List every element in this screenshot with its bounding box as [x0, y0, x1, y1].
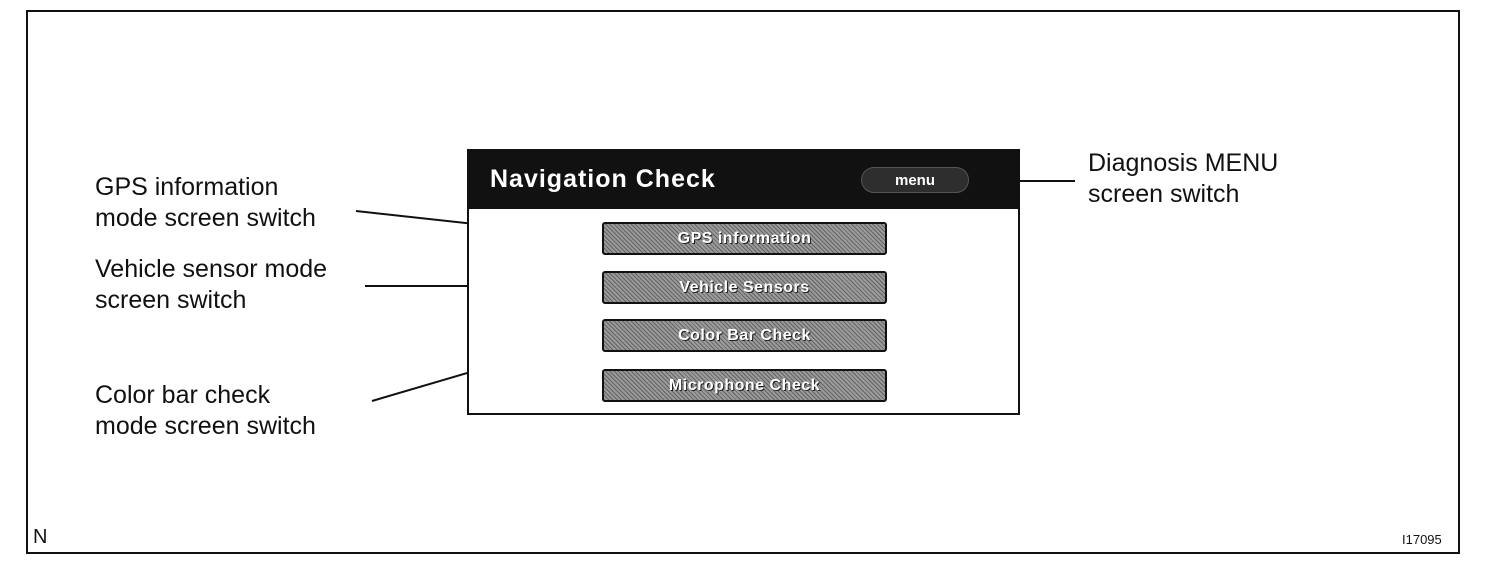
- callout-colorbar-line-1: Color bar check: [95, 381, 271, 409]
- callout-diagnosis: [1088, 148, 1278, 210]
- navigation-check-screen: [467, 149, 1020, 415]
- callout-diagnosis-line-1: Diagnosis MENU: [1088, 149, 1279, 177]
- callout-vehicle: [95, 254, 327, 316]
- callout-colorbar: [95, 380, 316, 442]
- screen-header: [469, 151, 1018, 209]
- gps-information-button[interactable]: GPS information: [602, 222, 887, 255]
- screen-title: Navigation Check: [490, 165, 716, 193]
- callout-gps-line-1: GPS information: [95, 173, 279, 201]
- callout-gps-line-2: mode screen switch: [95, 204, 316, 232]
- microphone-check-button[interactable]: Microphone Check: [602, 369, 887, 402]
- figure-code: I17095: [1402, 532, 1442, 547]
- callout-diagnosis-line-2: screen switch: [1088, 180, 1240, 208]
- callout-vehicle-line-1: Vehicle sensor mode: [95, 255, 328, 283]
- color-bar-check-button[interactable]: Color Bar Check: [602, 319, 887, 352]
- vehicle-sensors-button[interactable]: Vehicle Sensors: [602, 271, 887, 304]
- callout-vehicle-line-2: screen switch: [95, 286, 247, 314]
- callout-gps: [95, 172, 316, 234]
- menu-button[interactable]: menu: [861, 167, 969, 193]
- callout-colorbar-line-2: mode screen switch: [95, 412, 316, 440]
- page-letter: N: [33, 526, 48, 548]
